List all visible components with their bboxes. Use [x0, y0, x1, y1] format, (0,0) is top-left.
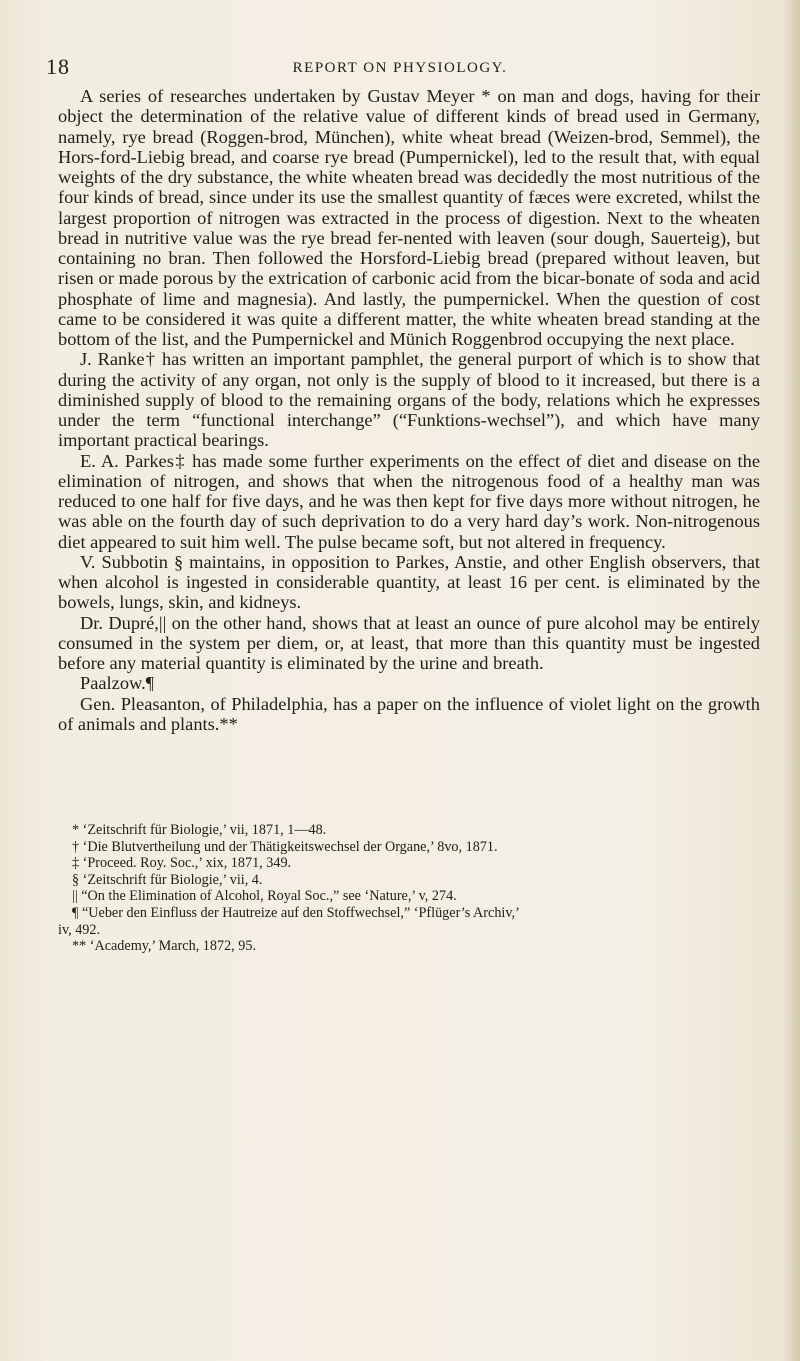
paragraph-parkes: E. A. Parkes‡ has made some further experiments on the effect of diet and disease on the elimination of nitrogen, and shows that when the nitrogenous food of a healthy man was reduced to one half for five days, and he was then kept for five days more without nitrogen, he was able on the fourth day of such deprivation to do a very hard day’s work. Non-nitrogenous diet appeared to suit him well. The pulse became soft, but not altered in frequency.	[58, 450, 760, 552]
footnote-pilcrow-continued: iv, 492.	[58, 921, 101, 938]
running-head: REPORT ON PHYSIOLOGY.	[292, 60, 508, 76]
paragraph-ranke: J. Ranke† has written an important pamphlet, the general purport of which is to show that during the activity of any organ, not only is the supply of blood to it increased, but there is a diminished supply of blood to the remaining organs of the body, relations which he expresses under the term “functional interchange” (“Funktions-wechsel”), and which have many important practical bearings.	[58, 349, 760, 451]
footnote-asterisk: * ‘Zeitschrift für Biologie,’ vii, 1871, 1—48.	[72, 822, 327, 838]
paragraph-meyer-bread: A series of researches undertaken by Gustav Meyer * on man and dogs, having for their object the determination of the relative value of different kinds of bread used in Germany, namely, rye bread (Roggen-brod, München), white wheat bread (Weizen-brod, Semmel), the Hors-ford-Liebig bread, and coarse rye bread (Pumpernickel), led to the result that, with equal weights of the dry substance, the white wheaten bread was decidedly the most nutritious of the four kinds of bread, since under its use the smallest quantity of fæces were excreted, whilst the largest proportion of nitrogen was extracted in the process of digestion. Next to the wheaten bread in nutritive value was the rye bread fer-nented with leaven (sour dough, Sauerteig), but containing no bran. Then followed the Horsford-Liebig bread (prepared without leaven, but risen or made porous by the extrication of carbonic acid from the bicar-bonate of soda and acid phosphate of lime and magnesia). And lastly, the pumpernickel. When the question of cost came to be considered it was quite a different matter, the white wheaten bread standing at the bottom of the list, and the Pumpernickel and Münich Roggenbrod occupying the next place.	[58, 86, 760, 349]
footnote-dagger: † ‘Die Blutvertheilung und der Thätigkeitswechsel der Organe,’ 8vo, 1871.	[72, 838, 498, 855]
body-text	[58, 86, 760, 734]
page-edge-shadow	[782, 0, 800, 1361]
footnote-double-asterisk: ** ‘Academy,’ March, 1872, 95.	[72, 938, 256, 955]
footnote-parallel: || “On the Elimination of Alcohol, Royal Soc.,” see ‘Nature,’ v, 274.	[72, 888, 457, 905]
paragraph-subbotin: V. Subbotin § maintains, in opposition to Parkes, Anstie, and other English observers, that when alcohol is ingested in considerable quantity, at least 16 per cent. is eliminated by the bowels, lungs, skin, and kidneys.	[58, 551, 760, 613]
footnotes	[58, 822, 762, 955]
paragraph-pleasanton: Gen. Pleasanton, of Philadelphia, has a paper on the influence of violet light on the growth of animals and plants.**	[58, 693, 760, 734]
footnote-double-dagger: ‡ ‘Proceed. Roy. Soc.,’ xix, 1871, 349.	[72, 855, 292, 872]
page-number: 18	[46, 54, 70, 79]
paragraph-dupre: Dr. Dupré,|| on the other hand, shows that at least an ounce of pure alcohol may be entirely consumed in the system per diem, or, at least, that more than this quantity must be ingested before any material quantity is eliminated by the urine and breath.	[58, 612, 760, 673]
footnote-pilcrow: ¶ “Ueber den Einfluss der Hautreize auf den Stoffwechsel,” ‘Pflüger’s Archiv,’	[72, 904, 520, 921]
paragraph-paalzow: Paalzow.¶	[80, 673, 155, 694]
footnote-section: § ‘Zeitschrift für Biologie,’ vii, 4.	[72, 871, 263, 888]
page-header	[46, 54, 754, 84]
